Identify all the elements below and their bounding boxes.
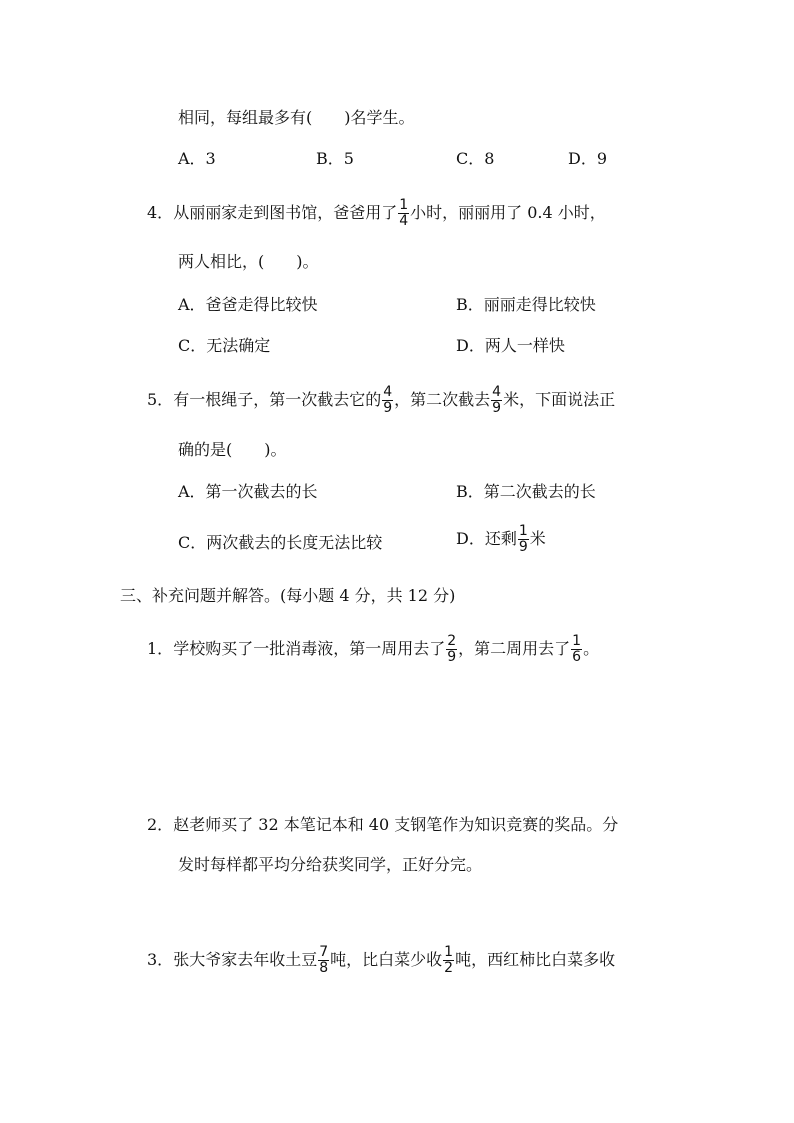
q4-fraction (398, 198, 409, 229)
q5-option-d (456, 524, 546, 555)
p3-fraction-1-numerator: 7 (319, 944, 329, 960)
q5-fraction-2-numerator: 4 (492, 384, 502, 400)
p2-stem-line1 (147, 813, 618, 837)
p3-stem (147, 945, 615, 976)
q5-number: 5． (147, 390, 174, 409)
p3-stem-pre: 张大爷家去年收土豆 (173, 950, 318, 969)
p1-stem-post: 。 (583, 639, 600, 658)
p3-fraction-1-denominator: 8 (319, 960, 329, 976)
q4-number: 4． (147, 203, 174, 222)
q4-option-c: C．无法确定 (178, 336, 271, 355)
p1-number: 1． (147, 639, 174, 658)
p3-fraction-1 (318, 945, 329, 976)
q3-option-c: C．8 (456, 149, 495, 168)
q5-option-d-fraction (518, 524, 529, 555)
p3-stem-mid: 吨，比白菜少收 (330, 950, 443, 969)
q3-option-a: A．3 (178, 149, 216, 168)
q4-stem-post: 小时，丽丽用了 0.4 小时， (410, 203, 606, 222)
p2-number: 2． (147, 815, 174, 834)
q3-stem: 相同，每组最多有( )名学生。 (178, 108, 415, 127)
q5-fraction-1-numerator: 4 (383, 384, 393, 400)
q4-stem-line2: 两人相比，( )。 (178, 252, 319, 271)
p2-stem-text: 赵老师买了 32 本笔记本和 40 支钢笔作为知识竞赛的奖品。分 (173, 815, 619, 834)
q5-stem-post: 米，下面说法正 (503, 390, 616, 409)
q4-stem-line1 (147, 198, 606, 229)
q5-fraction-2-denominator: 9 (492, 400, 502, 416)
q5-option-c: C．两次截去的长度无法比较 (178, 533, 383, 552)
p3-fraction-2-denominator: 2 (444, 960, 454, 976)
q4-option-a: A．爸爸走得比较快 (178, 295, 318, 314)
q5-stem-line2: 确的是( )。 (178, 440, 287, 459)
q5-option-a: A．第一次截去的长 (178, 482, 318, 501)
q5-option-b: B．第二次截去的长 (456, 482, 596, 501)
q4-option-d: D．两人一样快 (456, 336, 565, 355)
q5-option-d-denominator: 9 (518, 539, 528, 555)
q4-option-b: B．丽丽走得比较快 (456, 295, 596, 314)
p1-fraction-2 (571, 634, 582, 665)
q5-stem-pre: 有一根绳子，第一次截去它的 (173, 390, 382, 409)
q5-stem-mid: ，第二次截去 (394, 390, 491, 409)
q4-fraction-numerator: 1 (399, 197, 409, 213)
p1-fraction-1 (446, 634, 457, 665)
q4-fraction-denominator: 4 (399, 213, 409, 229)
q5-stem-line1 (147, 385, 615, 416)
p1-stem-pre: 学校购买了一批消毒液，第一周用去了 (173, 639, 446, 658)
q5-fraction-1-denominator: 9 (383, 400, 393, 416)
q5-option-d-numerator: 1 (518, 523, 528, 539)
p1-fraction-1-numerator: 2 (447, 633, 457, 649)
p3-number: 3． (147, 950, 174, 969)
q4-stem-pre: 从丽丽家走到图书馆，爸爸用了 (173, 203, 398, 222)
p1-stem (147, 634, 599, 665)
q5-fraction-2 (491, 385, 502, 416)
p1-fraction-2-numerator: 1 (572, 633, 582, 649)
q3-option-b: B．5 (316, 149, 354, 168)
p1-fraction-2-denominator: 6 (572, 649, 582, 665)
p1-fraction-1-denominator: 9 (447, 649, 457, 665)
q5-option-d-pre: D．还剩 (456, 529, 517, 548)
q5-fraction-1 (382, 385, 393, 416)
p2-stem-line2: 发时每样都平均分给获奖同学，正好分完。 (178, 855, 483, 874)
q5-option-d-post: 米 (529, 529, 546, 548)
section-3-title: 三、补充问题并解答。(每小题 4 分，共 12 分) (120, 586, 456, 605)
p3-fraction-2 (443, 945, 454, 976)
q3-option-d: D．9 (568, 149, 608, 168)
p1-stem-mid: ，第二周用去了 (458, 639, 571, 658)
p3-fraction-2-numerator: 1 (444, 944, 454, 960)
p3-stem-post: 吨，西红柿比白菜多收 (455, 950, 616, 969)
